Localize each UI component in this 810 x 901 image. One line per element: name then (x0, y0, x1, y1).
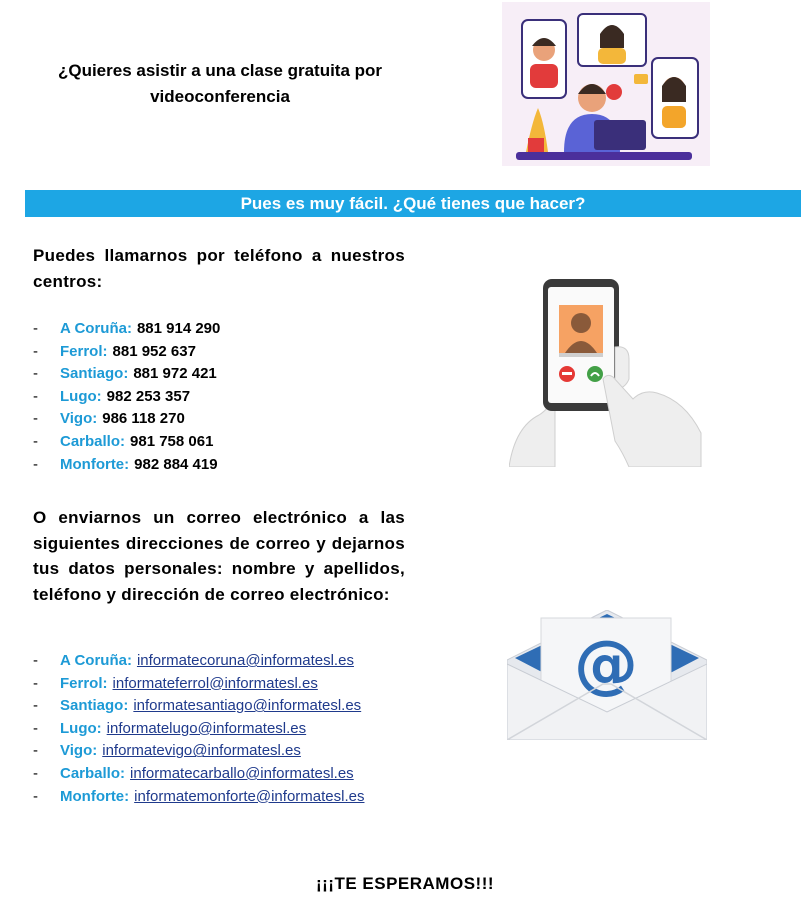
city-label: A Coruña: (60, 320, 132, 337)
list-dash: - (33, 387, 38, 405)
city-label: Monforte: (60, 455, 130, 473)
closing-message: ¡¡¡TE ESPERAMOS!!! (315, 874, 495, 893)
list-item (33, 697, 364, 720)
instructions-banner: Pues es muy fácil. ¿Qué tienes que hacer? (25, 190, 801, 217)
email-link[interactable]: informatesantiago@informatesl.es (133, 697, 362, 715)
list-item (33, 433, 220, 456)
phone-number: 982 253 357 (106, 387, 191, 405)
city-label: Lugo: (60, 387, 102, 405)
list-item (33, 652, 364, 675)
phone-number: 981 758 061 (130, 432, 214, 450)
email-section-heading: O enviarnos un correo electrónico a las siguientes direcciones de correo y dejarnos tus datos personales: nombre y apellidos, teléfono y dirección de correo electrónico: (33, 508, 405, 604)
list-item (33, 343, 220, 366)
list-dash: - (33, 410, 38, 428)
list-dash: - (33, 365, 38, 383)
email-link[interactable]: informatecoruna@informatesl.es (136, 652, 354, 669)
list-item (33, 410, 220, 433)
list-dash: - (33, 432, 38, 450)
city-label: Ferrol: (60, 674, 108, 692)
list-dash: - (33, 697, 38, 715)
list-item (33, 365, 220, 388)
email-envelope-illustration (507, 610, 707, 740)
list-dash: - (33, 320, 38, 337)
city-label: Santiago: (60, 697, 129, 715)
list-dash: - (33, 342, 38, 360)
phone-number: 881 952 637 (112, 342, 196, 360)
email-link[interactable]: informatevigo@informatesl.es (102, 742, 301, 760)
email-link[interactable]: informatecarballo@informatesl.es (130, 764, 354, 782)
phone-number: 982 884 419 (134, 455, 218, 473)
list-item (33, 320, 220, 343)
list-dash: - (33, 674, 38, 692)
email-link[interactable]: informatelugo@informatesl.es (106, 719, 307, 737)
city-label: Carballo: (60, 764, 126, 782)
svg-text:@: @ (574, 628, 638, 702)
phone-section-heading: Puedes llamarnos por teléfono a nuestros centros: (33, 246, 405, 291)
phone-number: 881 972 421 (133, 365, 217, 383)
intro-question: ¿Quieres asistir a una clase gratuita por videoconferencia (57, 61, 383, 106)
list-dash: - (33, 764, 38, 782)
city-label: A Coruña: (60, 652, 132, 669)
phone-list (33, 320, 220, 478)
list-item (33, 788, 364, 811)
list-item (33, 720, 364, 743)
list-item (33, 388, 220, 411)
phone-number: 881 914 290 (136, 320, 221, 337)
list-item (33, 742, 364, 765)
email-link[interactable]: informateferrol@informatesl.es (112, 674, 318, 692)
video-conference-illustration (502, 2, 710, 166)
list-dash: - (33, 455, 38, 473)
city-label: Lugo: (60, 719, 102, 737)
email-link[interactable]: informatemonforte@informatesl.es (134, 787, 365, 805)
email-list (33, 652, 364, 810)
city-label: Carballo: (60, 432, 126, 450)
city-label: Monforte: (60, 787, 130, 805)
city-label: Vigo: (60, 742, 98, 760)
city-label: Santiago: (60, 365, 129, 383)
list-dash: - (33, 787, 38, 805)
phone-number: 986 118 270 (102, 410, 185, 428)
list-item (33, 765, 364, 788)
list-dash: - (33, 742, 38, 760)
list-item (33, 456, 220, 479)
city-label: Ferrol: (60, 342, 108, 360)
list-item (33, 675, 364, 698)
list-dash: - (33, 719, 38, 737)
city-label: Vigo: (60, 410, 98, 428)
smartphone-call-illustration (509, 277, 707, 467)
list-dash: - (33, 652, 38, 669)
